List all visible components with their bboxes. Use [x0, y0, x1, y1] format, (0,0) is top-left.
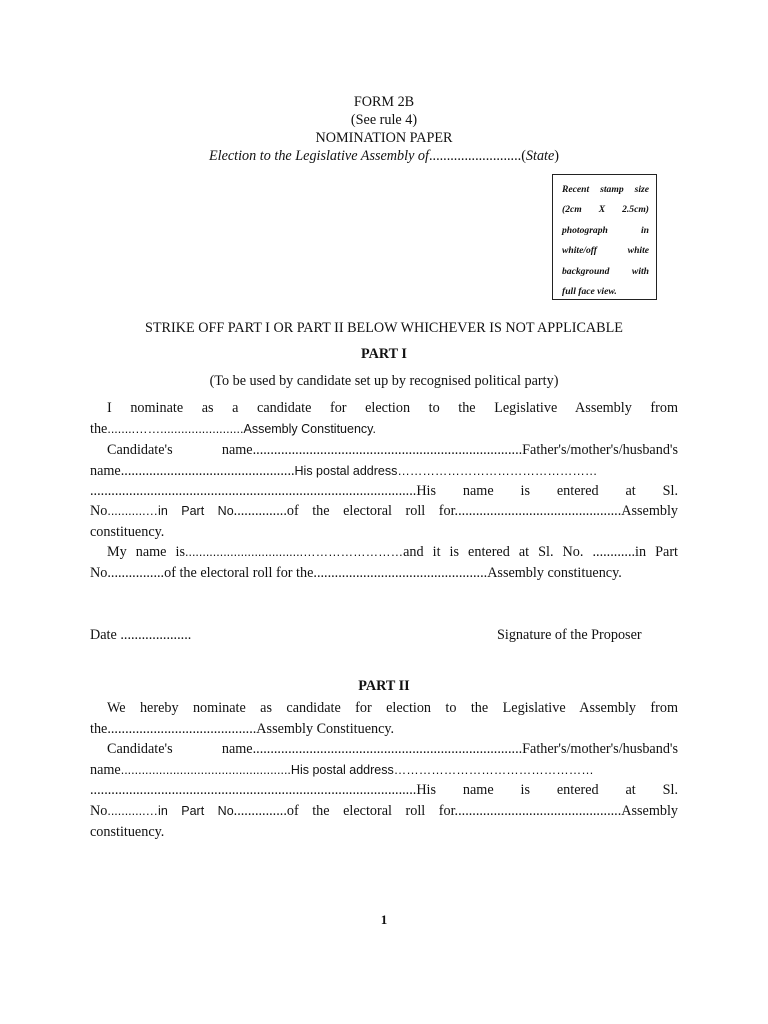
postal-address-blank: ………………………………………… — [397, 464, 598, 478]
election-line — [0, 148, 768, 165]
part2-line-6 — [90, 801, 678, 821]
election-dots: .......................... — [428, 148, 522, 164]
constituency-blank: ........……........................ — [107, 422, 244, 436]
proposer-signature-label: Signature of the Proposer — [497, 627, 642, 643]
part2-heading: PART II — [358, 678, 410, 694]
text-fragment: His name is entered at Sl. — [416, 782, 678, 798]
part-no-blank: ............... — [233, 503, 287, 519]
part2-line-1: We hereby nominate as candidate for election to the Legislative Assembly from — [107, 700, 678, 716]
proposer-constituency-blank: ................................................. — [313, 565, 488, 581]
photo-box-line: white/off white — [562, 245, 649, 257]
part2-line-7: constituency. — [90, 824, 165, 840]
election-prefix: Election to the Legislative Assembly of — [208, 148, 429, 164]
proposer-name-blank: ..................................…………………… — [185, 545, 404, 559]
text-fragment: name — [90, 762, 121, 778]
candidate-name-blank: ............................................................................ — [252, 442, 523, 458]
part1-line-1: I nominate as a candidate for election to the Legislative Assembly from — [107, 400, 678, 416]
relative-name-blank: ................................................. — [120, 463, 295, 479]
text-fragment: No — [90, 503, 108, 519]
roll-constituency-blank: ............................................... — [454, 803, 622, 819]
text-fragment: No — [90, 803, 108, 819]
text-fragment: in Part No — [158, 804, 234, 818]
part2-line-5 — [90, 780, 678, 800]
text-fragment: of the electoral roll for the — [164, 565, 314, 581]
text-fragment: Assembly — [621, 503, 678, 519]
photo-box-line: Recent stamp size — [562, 184, 649, 195]
address-blank: ............................................................................................ — [90, 483, 417, 499]
photo-box-line: background with — [562, 265, 649, 277]
address-blank: ............................................................................................ — [90, 782, 417, 798]
text-fragment: Assembly Constituency. — [243, 422, 376, 436]
text-fragment: and it is entered at Sl. No. ............in Part — [403, 544, 678, 560]
text-fragment: His name is entered at Sl. — [416, 483, 678, 499]
date-field — [90, 625, 290, 645]
roll-constituency-blank: ............................................... — [454, 503, 622, 519]
part-no-blank: ............... — [233, 803, 287, 819]
postal-address-blank: ………………………………………… — [393, 763, 594, 777]
part1-heading: PART I — [361, 346, 407, 362]
part1-subheading: (To be used by candidate set up by recognised political party) — [209, 373, 559, 389]
text-fragment: of the electoral roll for — [286, 803, 455, 819]
part1-line-5 — [90, 481, 678, 501]
serial-no-blank: ...........… — [107, 504, 159, 518]
photo-box-line: (2cm X 2.5cm) — [562, 204, 649, 216]
text-fragment: the — [90, 421, 108, 437]
part2-line-2: the..........................................Assembly Constituency. — [90, 721, 395, 737]
part1-line-4 — [90, 461, 678, 481]
paren-close: ) — [554, 148, 560, 164]
strike-off-instruction: STRIKE OFF PART I OR PART II BELOW WHICHEVER IS NOT APPLICABLE — [145, 320, 623, 336]
photo-placeholder-box — [552, 174, 657, 300]
candidate-name-blank: ............................................................................ — [252, 741, 523, 757]
text-fragment: Father's/mother's/husband's — [522, 741, 678, 757]
part1-line-6 — [90, 501, 678, 521]
part1-line-9 — [90, 563, 678, 583]
text-fragment: Assembly constituency. — [487, 565, 622, 581]
date-label: Date — [90, 627, 117, 643]
text-fragment: Assembly — [621, 803, 678, 819]
text-fragment: Candidate's name — [107, 442, 253, 458]
part2-line-4 — [90, 760, 678, 780]
proposer-part-blank: ................ — [107, 565, 165, 581]
text-fragment: His postal address — [290, 763, 394, 777]
text-fragment: name — [90, 463, 121, 479]
part1-line-7: constituency. — [90, 524, 165, 540]
text-fragment: No — [90, 565, 108, 581]
photo-box-line: photograph in — [562, 224, 649, 236]
part1-line-2 — [90, 419, 678, 439]
election-state: State — [525, 148, 555, 164]
page-number: 1 — [380, 912, 388, 927]
photo-box-line: full face view. — [562, 286, 617, 298]
text-fragment: Candidate's name — [107, 741, 253, 757]
paren-open: ( — [521, 148, 526, 164]
text-fragment: of the electoral roll for — [286, 503, 455, 519]
date-blank: .................... — [120, 627, 192, 643]
rule-reference: (See rule 4) — [350, 112, 418, 128]
text-fragment: in Part No — [158, 504, 234, 518]
text-fragment: His postal address — [294, 464, 398, 478]
form-title: NOMINATION PAPER — [315, 130, 453, 146]
form-number: FORM 2B — [353, 94, 415, 110]
part2-line-3 — [90, 739, 678, 759]
part1-line-8 — [90, 542, 678, 562]
relative-name-blank: ................................................. — [120, 763, 291, 777]
text-fragment: My name is — [107, 544, 185, 560]
part1-line-3 — [90, 440, 678, 460]
serial-no-blank: ...........… — [107, 804, 159, 818]
text-fragment: Father's/mother's/husband's — [522, 442, 678, 458]
